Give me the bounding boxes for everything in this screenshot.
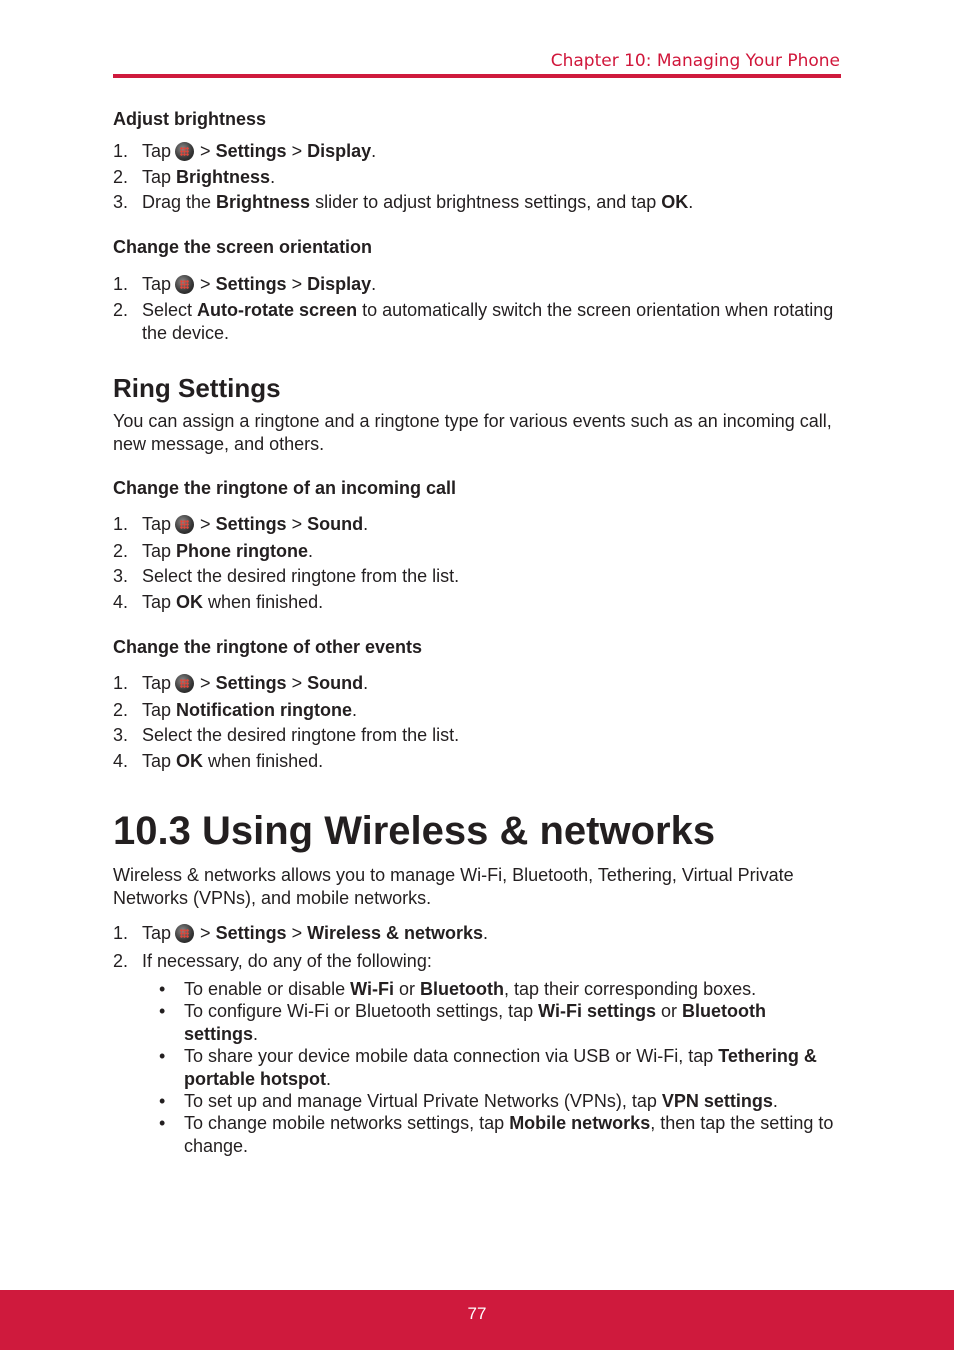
bullet-text [184, 1112, 841, 1157]
step-number: 2. [113, 167, 129, 187]
settings-label: Settings [215, 141, 287, 161]
punctuation: . [363, 514, 369, 534]
section-heading-screen-orientation: Change the screen orientation [113, 237, 373, 257]
punctuation: . [352, 700, 358, 720]
step-text [142, 672, 841, 695]
header-divider [113, 74, 841, 78]
brightness-label: Brightness [176, 167, 271, 187]
bullet-marker: • [159, 1113, 166, 1133]
text: To change mobile networks settings, tap [184, 1113, 510, 1133]
step-number: 1. [113, 923, 129, 943]
step-text: If necessary, do any of the following: [142, 951, 432, 971]
separator: > [291, 141, 303, 161]
step-text [142, 922, 841, 945]
step-text [142, 140, 841, 163]
text: To configure Wi-Fi or Bluetooth settings, tap [184, 1001, 539, 1021]
bullet-text [184, 1045, 841, 1090]
wifi-settings-label: Wi-Fi settings [538, 1001, 657, 1021]
settings-label: Settings [215, 514, 287, 534]
step-text [142, 750, 841, 773]
brightness-label: Brightness [216, 192, 311, 212]
punctuation: . [371, 274, 377, 294]
step-text: Select the desired ringtone from the list. [142, 725, 460, 745]
ok-label: OK [176, 592, 204, 612]
step-text [142, 513, 841, 536]
sound-label: Sound [307, 673, 364, 693]
ok-label: OK [176, 751, 204, 771]
separator: > [291, 673, 303, 693]
display-label: Display [307, 274, 372, 294]
vpn-settings-label: VPN settings [661, 1091, 773, 1111]
sound-label: Sound [307, 514, 364, 534]
apps-launcher-icon [175, 515, 194, 534]
text: to automatically switch the screen orientation when rotating the device. [142, 300, 834, 343]
section-heading-other-events-ringtone: Change the ringtone of other events [113, 637, 423, 657]
punctuation: . [270, 167, 276, 187]
settings-label: Settings [215, 274, 287, 294]
step-text [142, 699, 841, 722]
separator: > [200, 141, 211, 161]
bullet-text [184, 1090, 841, 1113]
separator: > [200, 514, 211, 534]
bluetooth-label: Bluetooth [419, 979, 504, 999]
step-text [142, 540, 841, 563]
text: or [393, 979, 420, 999]
apps-launcher-icon [175, 924, 194, 943]
step-number: 2. [113, 700, 129, 720]
punctuation: . [371, 141, 377, 161]
phone-ringtone-label: Phone ringtone [176, 541, 309, 561]
page-number: 77 [467, 1304, 487, 1323]
step-number: 1. [113, 514, 129, 534]
step-number: 4. [113, 751, 129, 771]
step-number: 3. [113, 566, 129, 586]
step-text [142, 166, 841, 189]
tethering-label: Tethering & portable hotspot [184, 1046, 817, 1089]
text: or [656, 1001, 683, 1021]
bullet-marker: • [159, 1046, 166, 1066]
ring-intro-paragraph: You can assign a ringtone and a ringtone type for various events such as an incoming call, new message, and others. [113, 411, 832, 454]
text: . [253, 1023, 259, 1044]
bullet-text [184, 1000, 841, 1045]
text: To set up and manage Virtual Private Networks (VPNs), tap [184, 1091, 662, 1111]
text: To enable or disable [184, 979, 351, 999]
separator: > [291, 274, 303, 294]
separator: > [291, 514, 303, 534]
step-number: 3. [113, 192, 129, 212]
settings-label: Settings [215, 673, 287, 693]
step-number: 4. [113, 592, 129, 612]
bullet-text [184, 978, 841, 1001]
mobile-networks-label: Mobile networks [509, 1113, 651, 1133]
bullet-marker: • [159, 979, 166, 999]
apps-launcher-icon [175, 275, 194, 294]
separator: > [200, 673, 211, 693]
separator: > [200, 923, 211, 943]
notification-ringtone-label: Notification ringtone [176, 700, 353, 720]
wireless-networks-label: Wireless & networks [307, 923, 484, 943]
text: Tap [142, 167, 177, 187]
ok-label: OK [661, 192, 689, 212]
text: Tap [142, 592, 177, 612]
text: To share your device mobile data connection via USB or Wi-Fi, tap [184, 1046, 719, 1066]
bullet-marker: • [159, 1001, 166, 1021]
text: . [326, 1068, 332, 1089]
step-verb: Tap [142, 514, 172, 534]
punctuation: . [363, 673, 369, 693]
step-number: 1. [113, 141, 129, 161]
section-heading-ring-settings: Ring Settings [113, 373, 281, 403]
text: slider to adjust brightness settings, and tap [310, 192, 662, 212]
wireless-intro-paragraph: Wireless & networks allows you to manage Wi-Fi, Bluetooth, Tethering, Virtual Private Networks (VPNs), and mobile networks. [113, 865, 794, 908]
wifi-label: Wi-Fi [350, 979, 394, 999]
text: . [772, 1091, 778, 1111]
text: Select [142, 300, 198, 320]
step-number: 2. [113, 300, 129, 320]
chapter-header: Chapter 10: Managing Your Phone [550, 51, 840, 71]
step-number: 3. [113, 725, 129, 745]
settings-label: Settings [215, 923, 287, 943]
step-number: 1. [113, 274, 129, 294]
step-text [142, 299, 841, 344]
text: , tap their corresponding boxes. [503, 979, 757, 999]
apps-launcher-icon [175, 142, 194, 161]
step-text [142, 191, 841, 214]
text: Tap [142, 751, 177, 771]
step-text [142, 591, 841, 614]
step-text [142, 273, 841, 296]
step-number: 1. [113, 673, 129, 693]
step-number: 2. [113, 541, 129, 561]
step-verb: Tap [142, 141, 172, 161]
apps-launcher-icon [175, 674, 194, 693]
punctuation: . [308, 541, 314, 561]
display-label: Display [307, 141, 372, 161]
text: , then tap the setting to change. [184, 1113, 834, 1156]
section-heading-wireless-networks: 10.3 Using Wireless & networks [113, 809, 716, 853]
step-verb: Tap [142, 274, 172, 294]
bullet-marker: • [159, 1091, 166, 1111]
step-verb: Tap [142, 923, 172, 943]
section-heading-adjust-brightness: Adjust brightness [113, 109, 267, 129]
auto-rotate-label: Auto-rotate screen [197, 300, 358, 320]
text: Tap [142, 541, 177, 561]
section-heading-incoming-call-ringtone: Change the ringtone of an incoming call [113, 478, 457, 498]
punctuation: . [483, 923, 489, 943]
text: Drag the [142, 192, 217, 212]
text: when finished. [203, 751, 324, 771]
punctuation: . [688, 192, 694, 212]
separator: > [200, 274, 211, 294]
text: Tap [142, 700, 177, 720]
text: when finished. [203, 592, 324, 612]
step-verb: Tap [142, 673, 172, 693]
bluetooth-settings-label: Bluetooth settings [184, 1001, 767, 1044]
step-number: 2. [113, 951, 129, 971]
separator: > [291, 923, 303, 943]
step-text: Select the desired ringtone from the list. [142, 566, 460, 586]
